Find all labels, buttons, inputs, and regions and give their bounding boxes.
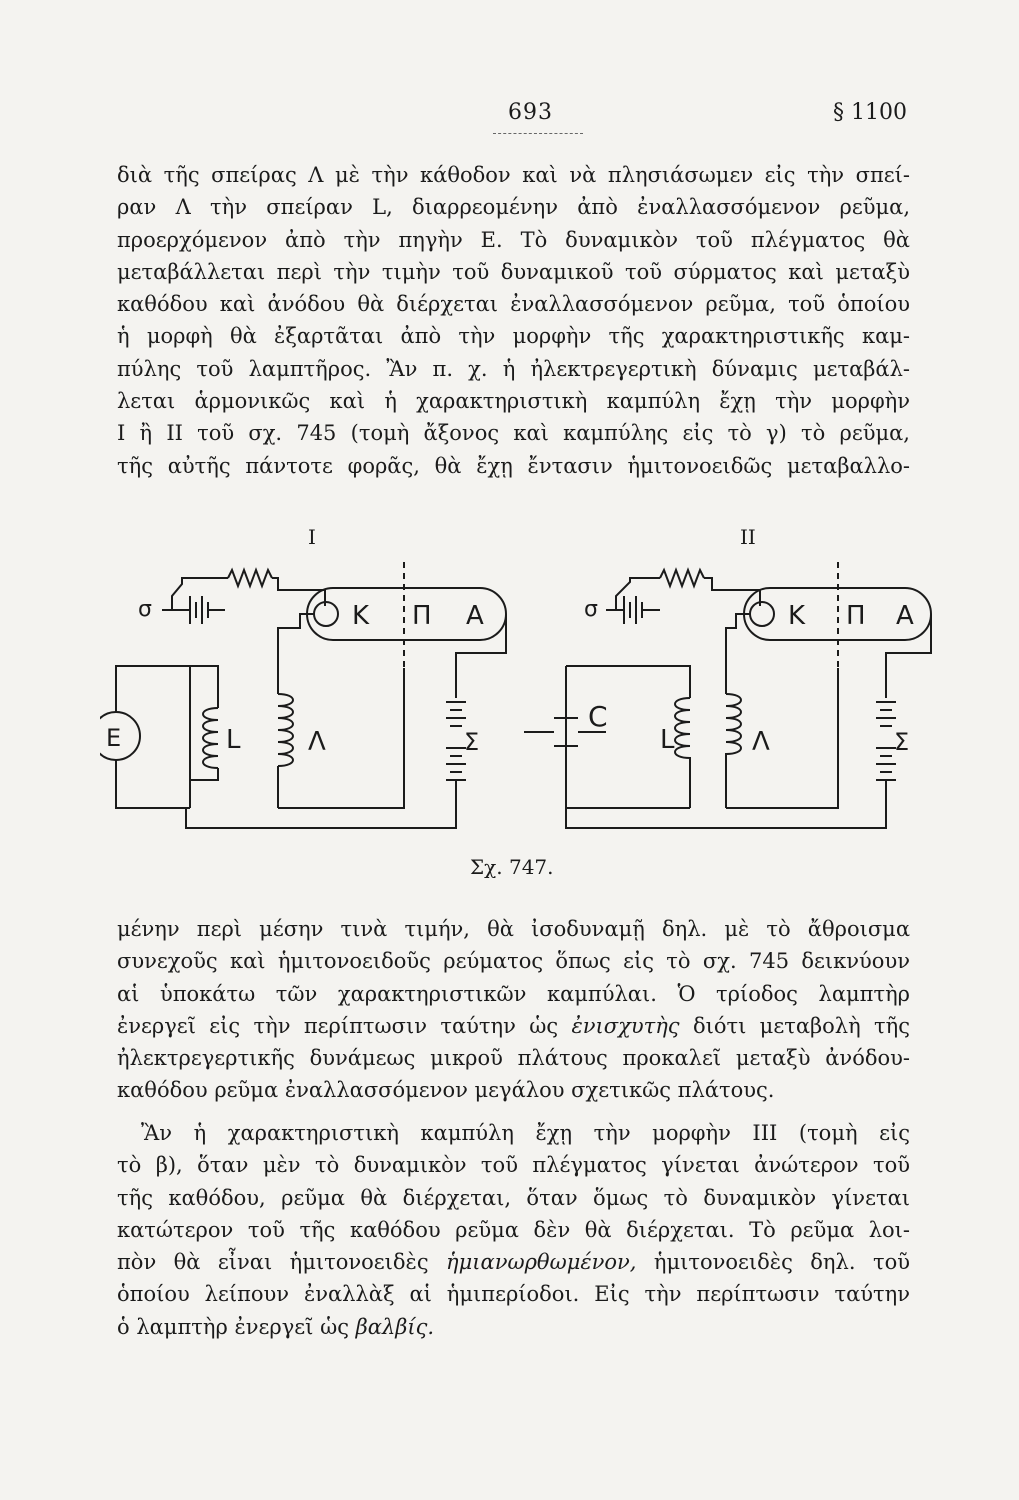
wire	[566, 666, 690, 698]
text-fragment: ἐνεργεῖ εἰς τὴν περίπτωσιν ταύτην ὡς	[117, 1013, 559, 1038]
text-line: λεται ἁρμονικῶς καὶ ἡ χαρακτηριστικὴ καμπύλη ἔχῃ τὴν μορφὴν	[117, 389, 910, 414]
circuit-diagram-1	[100, 525, 506, 828]
circuit-figure	[100, 518, 940, 890]
text-fragment: πὸν θὰ εἶναι ἡμιτονοειδὲς	[117, 1250, 429, 1275]
text-line: καθόδου καὶ ἀνόδου θὰ διέρχεται ἐναλλασσόμενον ρεῦμα, τοῦ ὁποίου	[117, 292, 910, 317]
text-line	[117, 1246, 910, 1278]
cathode-filament	[750, 602, 774, 626]
page-number-underline	[493, 133, 583, 134]
wire	[704, 578, 760, 606]
text-line: τὸ β), ὅταν μὲν τὸ δυναμικὸν τοῦ πλέγματος γίνεται ἀνώτερον τοῦ	[117, 1153, 910, 1178]
anode-label: A	[896, 601, 914, 631]
coil-lambda-label: Λ	[752, 727, 770, 757]
wire	[726, 668, 838, 808]
text-line: μένην περὶ μέσην τινὰ τιμήν, θὰ ἰσοδυναμῇ δηλ. μὲ τὸ ἄθροισμα	[117, 917, 910, 941]
grid-label: Π	[412, 601, 432, 631]
emphasis-text: βαλβίς.	[355, 1314, 435, 1339]
paragraph-2	[117, 913, 910, 1107]
emphasis-text: ἐνισχυτὴς	[571, 1013, 680, 1038]
figure-caption: Σχ. 747.	[470, 855, 554, 879]
wire	[190, 768, 218, 780]
coil-L-label: L	[226, 725, 241, 755]
coil-lambda	[278, 694, 293, 766]
text-line: ραν Λ τὴν σπείραν L, διαρρεομένην ἀπὸ ἐναλλασσόμενον ρεῦμα,	[117, 195, 910, 220]
source-label: E	[106, 724, 122, 752]
circuit-diagrams	[100, 518, 940, 858]
wire	[278, 668, 404, 808]
grid-label: Π	[846, 601, 866, 631]
text-line: Ἂν ἡ χαρακτηριστικὴ καμπύλη ἔχῃ τὴν μορφὴν ΙΙΙ (τομὴ εἰς	[141, 1121, 910, 1145]
coil-L	[203, 708, 218, 768]
anode-label: A	[466, 601, 484, 631]
text-line: ἡ μορφὴ θὰ ἐξαρτᾶται ἀπὸ τὴν μορφὴν τῆς χαρακτηριστικῆς καμ-	[117, 324, 910, 349]
battery-label: Σ	[894, 728, 910, 756]
wire	[116, 760, 190, 808]
text-line: ὁποίου λείπουν ἐναλλὰξ αἱ ἡμιπερίοδοι. Εἰς τὴν περίπτωσιν ταύτην	[117, 1282, 910, 1307]
section-number: § 1100	[833, 100, 907, 125]
resistor	[660, 570, 704, 586]
circuit-diagram-2	[524, 525, 931, 828]
text-line: καθόδου ρεῦμα ἐναλλασσόμενον μεγάλου σχετικῶς πλάτους.	[117, 1078, 775, 1103]
wire	[278, 614, 314, 694]
wire	[116, 666, 218, 712]
coil-L	[675, 698, 690, 808]
text-line: διὰ τῆς σπείρας Λ μὲ τὴν κάθοδον καὶ νὰ πλησιάσωμεν εἰς τὴν σπεί-	[117, 163, 910, 187]
coil-L-label: L	[660, 725, 675, 755]
text-line: τῆς καθόδου, ρεῦμα θὰ διέρχεται, ὅταν ὅμως τὸ δυναμικὸν γίνεται	[117, 1185, 910, 1210]
coil-lambda-label: Λ	[308, 727, 326, 757]
grid-bias-label: σ	[584, 597, 598, 622]
text-line: ἠλεκτρεγερτικῆς δυνάμεως μικροῦ πλάτους προκαλεῖ μεταξὺ ἀνόδου-	[117, 1046, 910, 1071]
cathode-label: K	[788, 601, 806, 631]
anode-battery	[566, 668, 896, 828]
emphasis-text: ἡμιανωρθωμένον,	[446, 1250, 637, 1275]
text-line	[117, 1311, 910, 1343]
text-line: αἱ ὑποκάτω τῶν χαρακτηριστικῶν καμπύλαι. Ὁ τρίοδος λαμπτὴρ	[117, 981, 910, 1006]
wire	[272, 578, 325, 606]
text-fragment: ἡμιτονοειδὲς δηλ. τοῦ	[653, 1250, 910, 1275]
diagram-1-title: I	[308, 525, 316, 549]
diagram-2-title: II	[740, 525, 756, 549]
text-fragment: ὁ λαμπτὴρ ἐνεργεῖ ὡς	[117, 1314, 349, 1339]
capacitor-label: C	[588, 700, 608, 733]
page-header	[0, 100, 1019, 140]
bias-battery	[606, 596, 660, 624]
text-line: τῆς αὐτῆς πάντοτε φορᾶς, θὰ ἔχῃ ἔντασιν ἡμιτονοειδῶς μεταβαλλο-	[117, 453, 910, 478]
wire	[606, 578, 660, 610]
bias-battery	[190, 596, 208, 624]
text-line: πύλης τοῦ λαμπτῆρος. Ἂν π. χ. ἡ ἠλεκτρεγερτικὴ δύναμις μεταβάλ-	[117, 356, 910, 381]
text-line: Ι ἢ ΙΙ τοῦ σχ. 745 (τομὴ ἄξονος καὶ καμπύλης εἰς τὸ γ) τὸ ρεῦμα,	[117, 421, 910, 446]
text-line	[117, 1010, 910, 1042]
coil-lambda	[726, 694, 741, 808]
page-number: 693	[508, 100, 553, 125]
text-line: συνεχοῦς καὶ ἡμιτονοειδοῦς ρεύματος ὅπως εἰς τὸ σχ. 745 δεικνύουν	[117, 949, 910, 974]
text-line: προερχόμενον ἀπὸ τὴν πηγὴν Ε. Τὸ δυναμικὸν τοῦ πλέγματος θὰ	[117, 227, 910, 252]
text-fragment: διότι μεταβολὴ τῆς	[692, 1013, 910, 1038]
resistor	[228, 570, 272, 586]
text-line: μεταβάλλεται περὶ τὴν τιμὴν τοῦ δυναμικοῦ τοῦ σύρματος καὶ μεταξὺ	[117, 259, 910, 284]
cathode-label: K	[352, 601, 370, 631]
grid-bias-label: σ	[138, 597, 152, 622]
battery-label: Σ	[464, 728, 480, 756]
paragraph-3	[117, 1117, 910, 1343]
text-line: κατώτερον τοῦ τῆς καθόδου ρεῦμα δὲν θὰ διέρχεται. Τὸ ρεῦμα λοι-	[117, 1217, 910, 1242]
paragraph-1	[117, 159, 910, 482]
